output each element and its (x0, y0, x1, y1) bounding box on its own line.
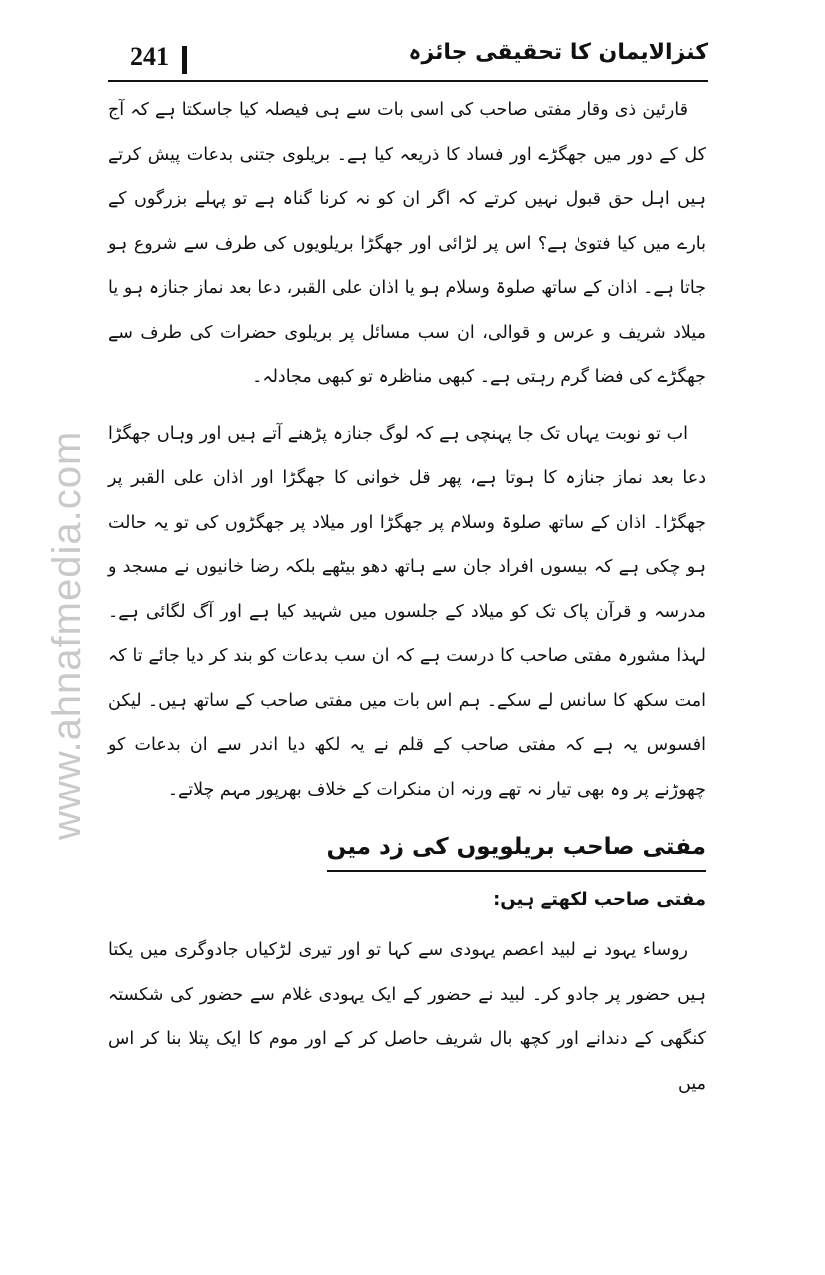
paragraph-2: اب تو نوبت یہاں تک جا پہنچی ہے کہ لوگ جنازہ پڑھنے آتے ہیں اور وہاں جھگڑا دعا بعد نماز جنازہ کا ہوتا ہے، پھر قل خوانی کا جھگڑا اور اذان علی القبر پر جھگڑا۔ اذان کے ساتھ صلوۃ وسلام پر جھگڑا اور میلاد پر جھگڑوں کی تو یہ حالت ہو چکی ہے کہ بیسوں افراد جان سے ہاتھ دھو بیٹھے بلکہ رضا خانیوں نے مسجد و مدرسہ و قرآن پاک تک کو میلاد کے جلسوں میں شہید کیا ہے اور آگ لگائی ہے۔ لہذا مشورہ مفتی صاحب کا درست ہے کہ ان سب بدعات کو بند کر دیا جائے تا کہ امت سکھ کا سانس لے سکے۔ ہم اس بات میں مفتی صاحب کے ساتھ ہیں۔ لیکن افسوس یہ ہے کہ مفتی صاحب کے قلم نے یہ لکھ دیا اندر سے ان بدعات کو چھوڑنے پر وہ بھی تیار نہ تھے ورنہ ان منکرات کے خلاف بھرپور مہم چلاتے۔ (108, 423, 706, 800)
running-title: کنزالایمان کا تحقیقی جائزہ (408, 40, 708, 65)
page-header (108, 38, 708, 82)
header-rule (108, 80, 708, 82)
quote-paragraph: روساء یہود نے لبید اعصم یہودی سے کہا تو اور تیری لڑکیاں جادوگری میں یکتا ہیں حضور پر جادو کر۔ لبید نے حضور کے ایک یہودی غلام سے حضور کی شکستہ کنگھی کے دندانے اور کچھ بال شریف حاصل کر کے اور موم کا ایک پتلا بنا کر اس میں (108, 940, 706, 1094)
section-lead: مفتی صاحب لکھتے ہیں: (493, 889, 706, 910)
page-number-separator (182, 46, 187, 74)
section-heading (108, 828, 706, 876)
section-heading-text: مفتی صاحب بریلویوں کی زد میں (327, 828, 706, 872)
watermark: www.ahnafmedia.com (45, 430, 89, 840)
paragraph-1: قارئین ذی وقار مفتی صاحب کی اسی بات سے ہی فیصلہ کیا جاسکتا ہے کہ آج کل کے دور میں جھگڑے اور فساد کا ذریعہ کیا ہے۔ بریلوی جتنی بدعات پیش کرتے ہیں اہل حق قبول نہیں کرتے کہ اگر ان کو نہ کرنا گناہ ہے تو پہلے بزرگوں کے بارے میں کیا فتویٰ ہے؟ اس پر لڑائی اور جھگڑا بریلویوں کی طرف سے شروع ہو جاتا ہے۔ اذان کے ساتھ صلوۃ وسلام ہو یا اذان علی القبر، دعا بعد نماز جنازہ ہو یا میلاد شریف و عرس و قوالی، ان سب مسائل پر بریلوی حضرات کی طرف سے جھگڑے کی فضا گرم رہتی ہے۔ کبھی مناظرہ تو کبھی مجادلہ۔ (108, 100, 706, 387)
page-number: 241 (130, 42, 169, 71)
page-body (108, 88, 706, 1106)
